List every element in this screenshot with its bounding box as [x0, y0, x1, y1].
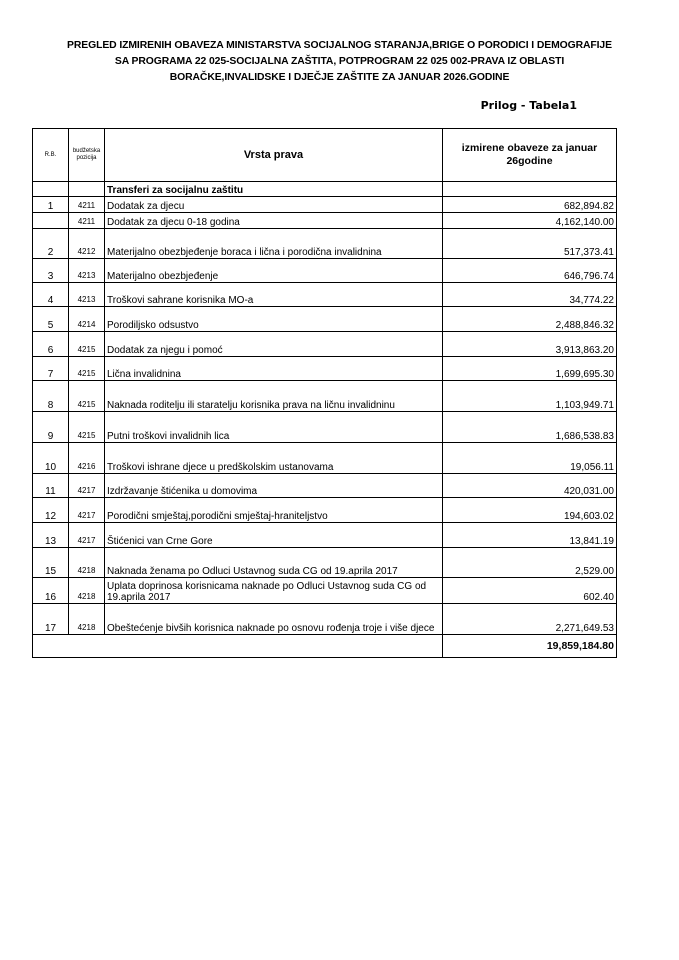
budget-position: 4216: [69, 443, 105, 474]
budget-position: 4214: [69, 307, 105, 332]
table-row: [33, 213, 617, 229]
budget-position: 4218: [69, 604, 105, 635]
right-type: Naknada roditelju ili staratelju korisnika prava na ličnu invalidninu: [105, 381, 443, 412]
table-row: [33, 332, 617, 357]
table-row: [33, 259, 617, 283]
document-title: [20, 38, 659, 86]
right-type: Dodatak za djecu: [105, 197, 443, 213]
table-row: [33, 381, 617, 412]
amount: 2,529.00: [443, 548, 617, 578]
right-type: Troškovi sahrane korisnika MO-a: [105, 283, 443, 307]
row-number: 12: [33, 498, 69, 523]
right-type: Izdržavanje štićenika u domovima: [105, 474, 443, 498]
row-number: 8: [33, 381, 69, 412]
total-row: [33, 635, 617, 658]
amount: 3,913,863.20: [443, 332, 617, 357]
budget-position: 4215: [69, 357, 105, 381]
row-number: 15: [33, 548, 69, 578]
table-row: [33, 443, 617, 474]
table-row: [33, 548, 617, 578]
row-number: 6: [33, 332, 69, 357]
amount: 2,271,649.53: [443, 604, 617, 635]
row-number: 17: [33, 604, 69, 635]
table-row: [33, 523, 617, 548]
row-number: 9: [33, 412, 69, 443]
budget-position: 4213: [69, 283, 105, 307]
table-row: [33, 578, 617, 604]
budget-position: 4217: [69, 498, 105, 523]
right-type: Porodični smještaj,porodični smještaj-hraniteljstvo: [105, 498, 443, 523]
total-amount: 19,859,184.80: [443, 635, 617, 658]
header-amount-line2: 26godine: [506, 155, 553, 167]
total-label-cell: [33, 635, 443, 658]
budget-position: 4217: [69, 523, 105, 548]
amount: 194,603.02: [443, 498, 617, 523]
budget-position: 4211: [69, 197, 105, 213]
row-number: 7: [33, 357, 69, 381]
budget-position: 4217: [69, 474, 105, 498]
section-row: [33, 182, 617, 197]
row-number: 10: [33, 443, 69, 474]
right-type: Dodatak za djecu 0-18 godina: [105, 213, 443, 229]
row-number: 13: [33, 523, 69, 548]
table-header-row: [33, 129, 617, 182]
table-row: [33, 197, 617, 213]
obligations-table: [32, 128, 617, 658]
amount: 602.40: [443, 578, 617, 604]
budget-position: 4211: [69, 213, 105, 229]
right-type: Uplata doprinosa korisnicama naknade po Odluci Ustavnog suda CG od 19.aprila 2017: [105, 578, 443, 604]
right-type: Putni troškovi invalidnih lica: [105, 412, 443, 443]
right-type: Štićenici van Crne Gore: [105, 523, 443, 548]
amount: 1,699,695.30: [443, 357, 617, 381]
row-number: 4: [33, 283, 69, 307]
title-line-3: BORAČKE,INVALIDSKE I DJEČJE ZAŠTITE ZA JANUAR 2026.GODINE: [169, 72, 510, 83]
right-type: Lična invalidnina: [105, 357, 443, 381]
amount: 1,103,949.71: [443, 381, 617, 412]
budget-position: 4215: [69, 332, 105, 357]
right-type: Naknada ženama po Odluci Ustavnog suda CG od 19.aprila 2017: [105, 548, 443, 578]
amount: 4,162,140.00: [443, 213, 617, 229]
right-type: Materijalno obezbjeđenje boraca i lična i porodična invalidnina: [105, 229, 443, 259]
title-line-1: PREGLED IZMIRENIH OBAVEZA MINISTARSTVA SOCIJALNOG STARANJA,BRIGE O PORODICI I DEMOGRAFIJE: [67, 40, 612, 51]
header-budget-line1: budžetska: [72, 148, 101, 154]
amount: 2,488,846.32: [443, 307, 617, 332]
header-budget-line2: pozicija: [76, 155, 97, 161]
table-row: [33, 498, 617, 523]
right-type: Porodiljsko odsustvo: [105, 307, 443, 332]
budget-position: 4215: [69, 412, 105, 443]
table-row: [33, 604, 617, 635]
title-line-2: SA PROGRAMA 22 025-SOCIJALNA ZAŠTITA, POTPROGRAM 22 025 002-PRAVA IZ OBLASTI: [114, 56, 565, 67]
table-row: [33, 474, 617, 498]
table-row: [33, 307, 617, 332]
header-amount-line1: izmirene obaveze za januar: [461, 142, 598, 154]
header-amount: [443, 129, 617, 182]
amount: 1,686,538.83: [443, 412, 617, 443]
row-number: 2: [33, 229, 69, 259]
attachment-label: Prilog - Tabela1: [480, 99, 577, 112]
row-number: 16: [33, 578, 69, 604]
amount: 420,031.00: [443, 474, 617, 498]
row-number: 5: [33, 307, 69, 332]
budget-position: 4215: [69, 381, 105, 412]
row-number: 3: [33, 259, 69, 283]
header-type: Vrsta prava: [105, 129, 443, 182]
table-row: [33, 357, 617, 381]
budget-position: 4213: [69, 259, 105, 283]
right-type: Obeštećenje bivših korisnica naknade po osnovu rođenja troje i više djece: [105, 604, 443, 635]
amount: 19,056.11: [443, 443, 617, 474]
section-label: Transferi za socijalnu zaštitu: [105, 182, 443, 197]
right-type: Materijalno obezbjeđenje: [105, 259, 443, 283]
budget-position: 4218: [69, 578, 105, 604]
amount: 682,894.82: [443, 197, 617, 213]
right-type: Dodatak za njegu i pomoć: [105, 332, 443, 357]
table-row: [33, 412, 617, 443]
amount: 517,373.41: [443, 229, 617, 259]
row-number: 11: [33, 474, 69, 498]
right-type: Troškovi ishrane djece u predškolskim ustanovama: [105, 443, 443, 474]
budget-position: 4212: [69, 229, 105, 259]
budget-position: 4218: [69, 548, 105, 578]
table-row: [33, 229, 617, 259]
amount: 34,774.22: [443, 283, 617, 307]
amount: 13,841.19: [443, 523, 617, 548]
table-row: [33, 283, 617, 307]
row-number: 1: [33, 197, 69, 213]
header-rb: R.B.: [33, 129, 69, 182]
header-budget-position: [69, 129, 105, 182]
row-number: [33, 213, 69, 229]
amount: 646,796.74: [443, 259, 617, 283]
